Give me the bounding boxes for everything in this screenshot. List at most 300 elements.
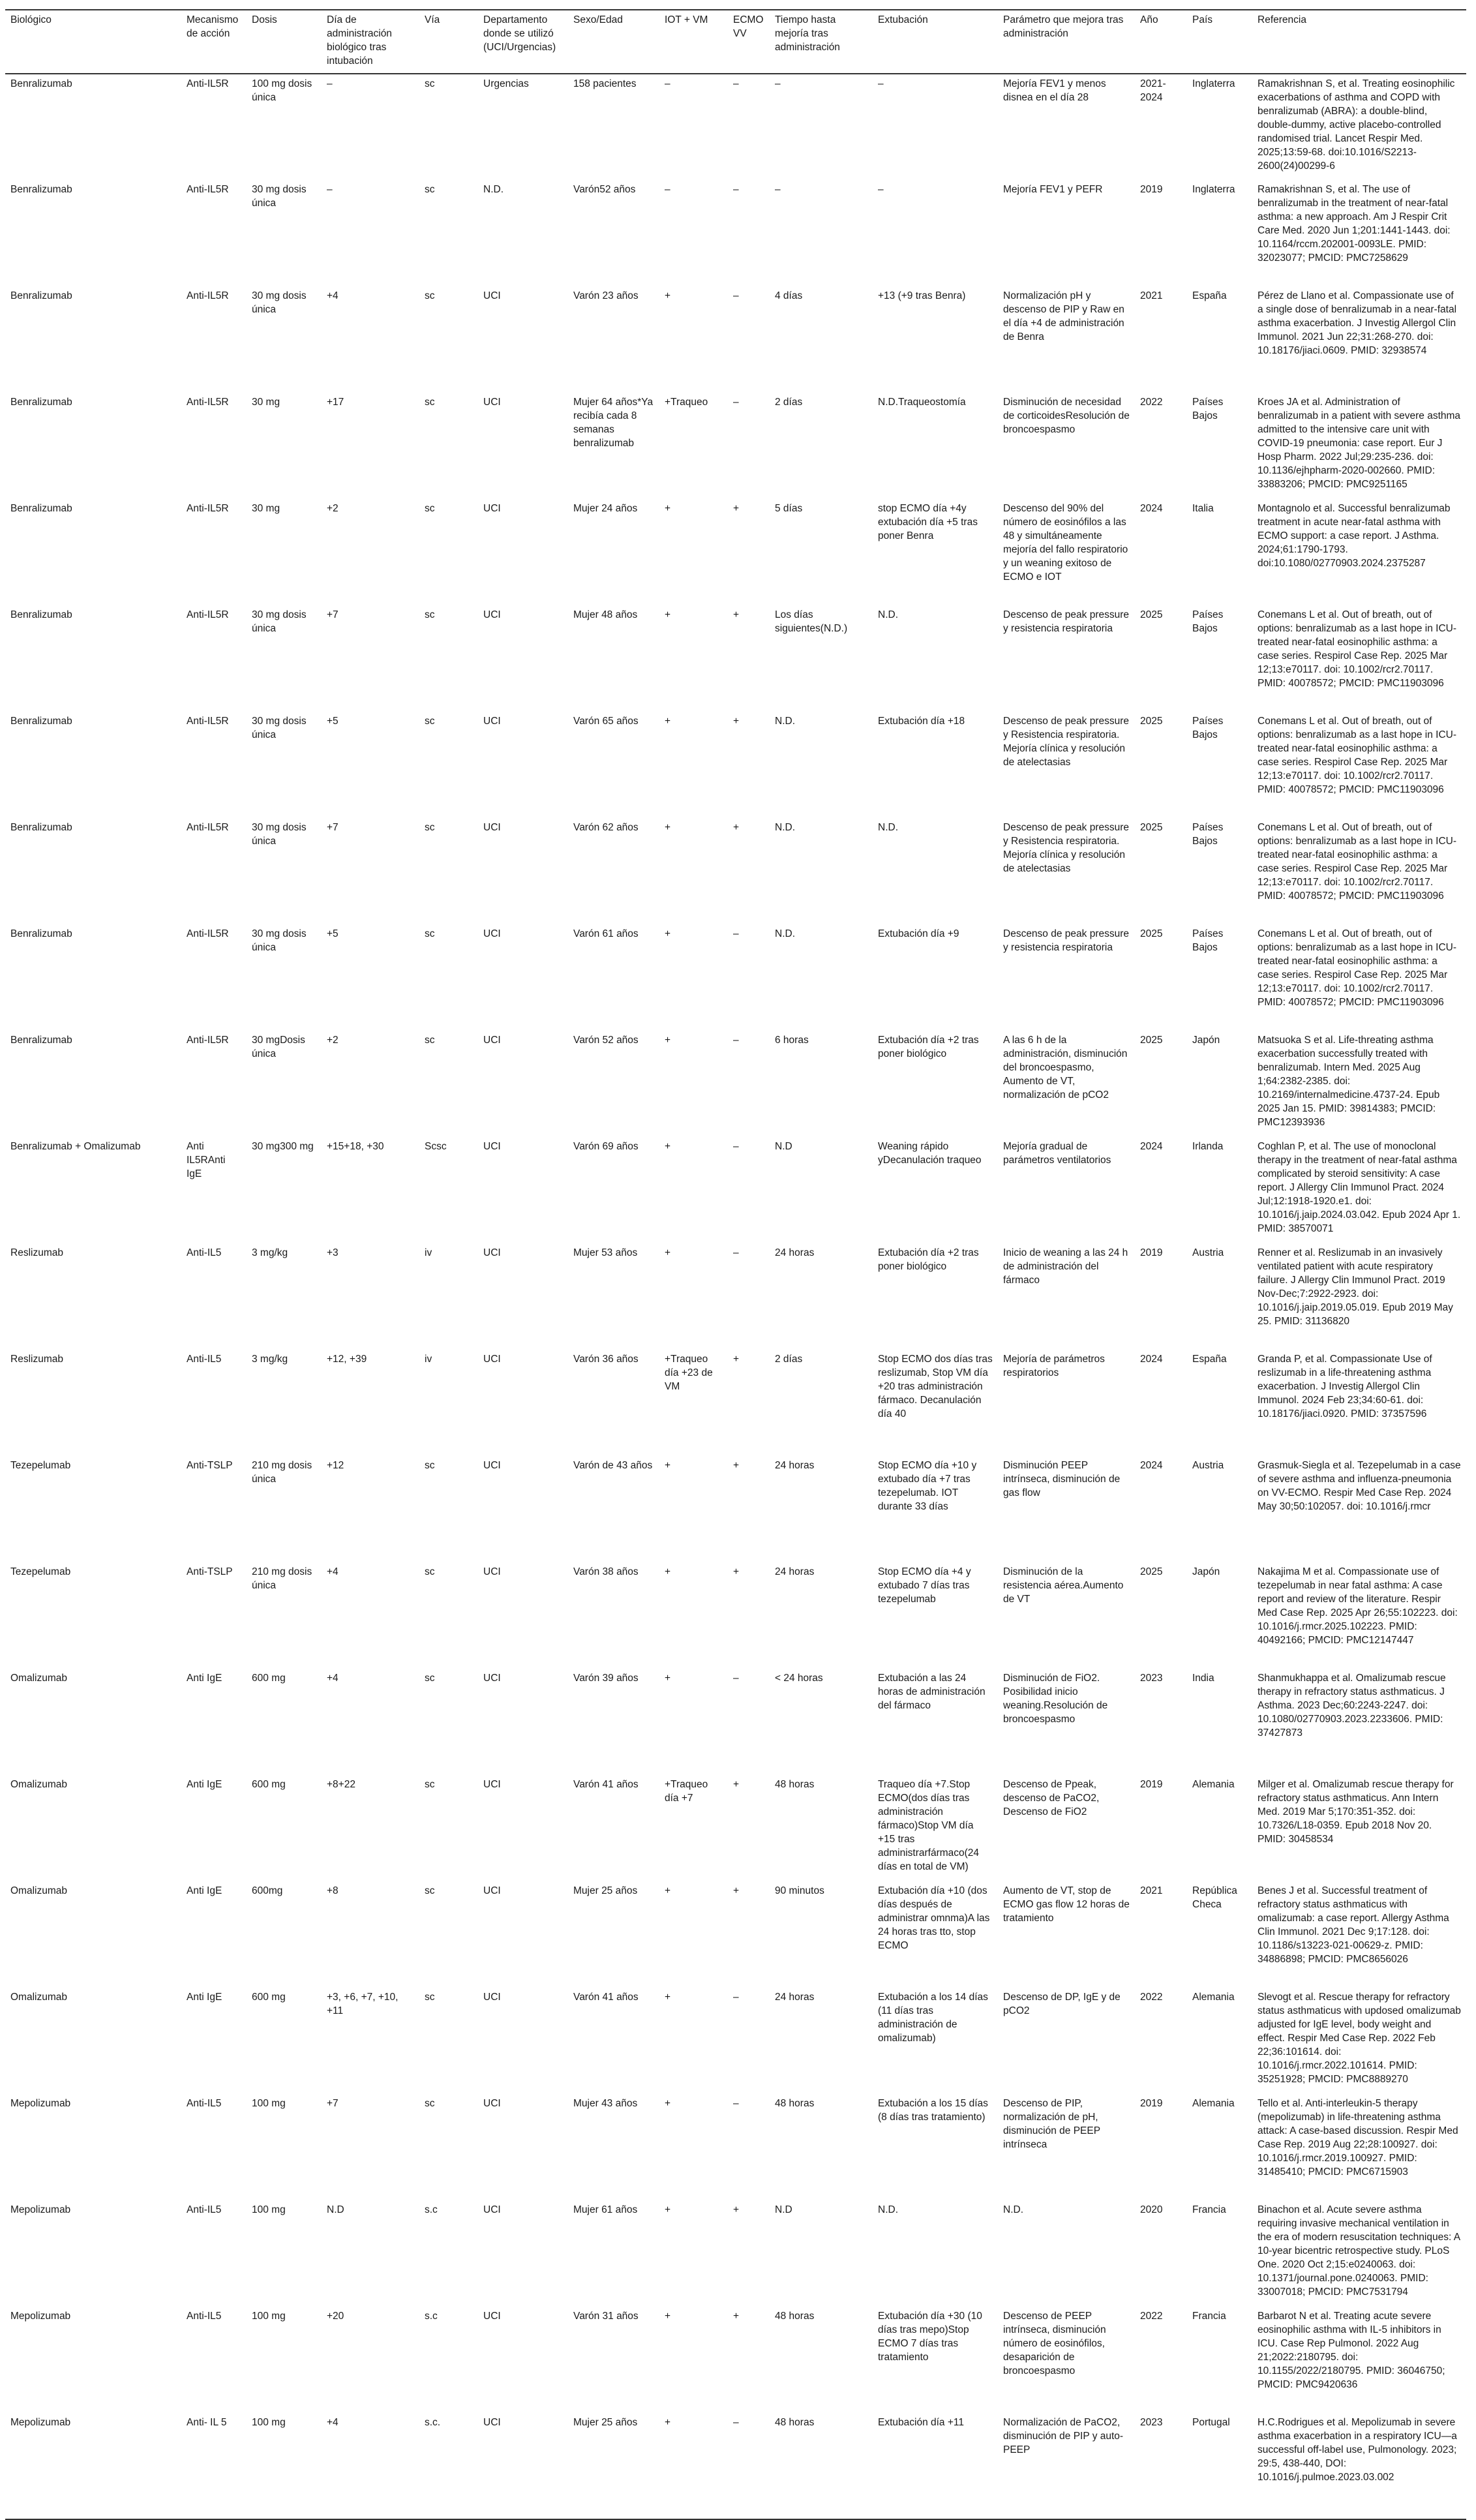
cell-via: sc [425,609,435,620]
cell-parametro: N.D. [1003,2204,1023,2215]
cell-via: s.c [425,2204,438,2215]
cell-dia-administracion: +12 [327,1460,344,1471]
cell-sexo-edad: Varón 69 años [573,1141,639,1152]
cell-biologico: Reslizumab [10,1247,63,1258]
cell-via: sc [425,397,435,408]
cell-iot-vm: + [665,1141,671,1152]
cell-dosis: 30 mg300 mg [252,1141,314,1152]
cell-referencia: Coghlan P, et al. The use of monoclonal therapy in the treatment of near-fatal asthma complicated by steroid sensitivity: A case report. J Allergy Clin Immunol Pract. 2024 Jul;12:1918-1920.e1. doi: 10.1016/j.jaip.2024.03.042. Epub 2024 Apr 1. PMID: 38570071 [1258,1141,1461,1234]
cell-tiempo-mejoria: 24 horas [775,1566,815,1577]
cell-referencia: Granda P, et al. Compassionate Use of reslizumab in a life-threatening asthma exacerbation. J Investig Allergol Clin Immunol. 2024 Feb 23;34:60-61. doi: 10.18176/jiaci.0920. PMID: 37357596 [1258,1354,1432,1419]
cell-referencia: Pérez de Llano et al. Compassionate use of a single dose of benralizumab in a near-fatal asthma exacerbation. J Investig Allergol Clin Immunol. 2021 Jun 22;31:268-270. doi: 10.18176/jiaci.0609. PMID: 32938574 [1258,290,1457,356]
cell-mecanismo: Anti-IL5R [187,184,229,195]
cell-departamento: UCI [478,2413,568,2519]
cell-via: sc [425,822,435,833]
cell-parametro: Descenso de PIP, normalización de pH, disminución de PEEP intrínseca [1003,2098,1100,2150]
cell-extubacion: – [878,184,884,195]
cell-parametro: Disminución de la resistencia aérea.Aumento de VT [1003,1566,1124,1605]
table-row [5,1031,1466,1137]
cell-via: sc [425,2098,435,2109]
cell-extubacion: Extubación día +18 [878,716,965,727]
cell-pais: España [1192,1354,1227,1365]
header-referencia: Referencia [1252,10,1466,74]
table-row [5,712,1466,818]
cell-biologico: Mepolizumab [10,2204,71,2215]
cell-iot-vm: + [665,1992,671,2003]
cell-departamento: UCI [483,1566,501,1577]
header-biologico: Biológico [5,10,181,74]
cell-ano: 2025 [1140,1035,1163,1046]
cell-parametro: Normalización de PaCO2, disminución de PIP y auto-PEEP [998,2413,1135,2519]
cell-tiempo-mejoria: 5 días [775,503,803,514]
cell-tiempo-mejoria: 48 horas [775,1779,815,1790]
header-via: Vía [419,10,478,74]
cell-dosis: 30 mgDosis única [252,1035,305,1059]
cell-iot-vm: + [665,822,671,833]
cell-iot-vm: + [665,1035,671,1046]
cell-dosis: 30 mg dosis única [252,716,307,740]
cell-dia-administracion: +4 [322,2413,419,2519]
cell-dosis: 600mg [252,1885,283,1896]
cell-referencia: Binachon et al. Acute severe asthma requiring invasive mechanical ventilation in the era of modern resuscitation techniques: A 10-year bicentric retrospective study. PLoS One. 2020 Oct 2;15:e0240063. doi: 10.1371/journal.pone.0240063. PMID: 33007018; PMCID: PMC7531794 [1258,2204,1460,2298]
cell-via: sc [425,928,435,939]
table-row [5,605,1466,712]
cell-biologico: Benralizumab + Omalizumab [10,1141,141,1152]
cell-ano: 2025 [1140,822,1163,833]
cell-tiempo-mejoria: 2 días [775,397,803,408]
cell-extubacion: Extubación a las 24 horas de administración del fármaco [878,1673,986,1711]
cell-mecanismo: Anti-IL5R [187,397,229,408]
cell-dia-administracion: +5 [327,928,339,939]
cell-ano: 2019 [1140,1779,1163,1790]
cell-ano: 2020 [1140,2204,1163,2215]
cell-iot-vm: + [665,1247,671,1258]
cell-tiempo-mejoria: – [775,184,781,195]
cell-dia-administracion: +12, +39 [327,1354,367,1365]
cell-dia-administracion: N.D [327,2204,344,2215]
cell-dia-administracion: +2 [327,503,339,514]
cell-iot-vm: + [665,503,671,514]
cell-parametro: Aumento de VT, stop de ECMO gas flow 12 horas de tratamiento [1003,1885,1130,1924]
cell-biologico: Omalizumab [10,1992,67,2003]
cell-ano: 2024 [1140,1460,1163,1471]
cell-iot-vm: + [665,2204,671,2215]
cell-mecanismo: Anti-TSLP [187,1566,233,1577]
cell-ano: 2019 [1140,2098,1163,2109]
cell-ecmo-vv: + [733,503,740,514]
cell-ecmo-vv: + [733,609,740,620]
cell-tiempo-mejoria: N.D. [775,928,795,939]
table-row [5,74,1466,180]
cell-via: sc [425,1566,435,1577]
cell-ecmo-vv: + [733,1460,740,1471]
cell-extubacion: stop ECMO día +4y extubación día +5 tras poner Benra [878,503,978,541]
header-parametro: Parámetro que mejora tras administración [998,10,1135,74]
cell-extubacion: Extubación a los 15 días (8 días tras tratamiento) [878,2098,988,2123]
cell-ano: 2021 [1140,1885,1163,1896]
cell-referencia: Conemans L et al. Out of breath, out of options: benralizumab as a last hope in ICU-treated near-fatal eosinophilic asthma: a case series. Respirol Case Rep. 2025 Mar 12;13:e70117. doi: 10.1002/rcr2.70117. PMID: 40078572; PMCID: PMC11903096 [1258,822,1456,902]
cell-biologico: Mepolizumab [10,2311,71,2322]
cell-parametro: Descenso de peak pressure y resistencia respiratoria [1003,928,1130,953]
cell-pais: Países Bajos [1192,609,1224,634]
cell-dia-administracion: – [327,78,333,89]
cell-ano: 2024 [1140,503,1163,514]
cell-ecmo-vv: – [733,928,739,939]
cell-biologico: Tezepelumab [10,1460,71,1471]
cell-extubacion: Extubación día +11 [873,2413,998,2519]
cell-iot-vm: + [665,928,671,939]
cell-iot-vm: + [665,1885,671,1896]
cell-iot-vm: + [659,2413,728,2519]
cell-pais: Irlanda [1192,1141,1224,1152]
cell-ecmo-vv: + [733,2311,740,2322]
header-tiempo-mejoria: Tiempo hasta mejoría tras administración [770,10,873,74]
cell-pais: Francia [1192,2311,1226,2322]
cell-via: Scsc [425,1141,447,1152]
cell-extubacion: N.D. [878,822,898,833]
cell-extubacion: Extubación día +10 (dos días después de administrar omnma)A las 24 horas tras tto, stop ECMO [878,1885,990,1951]
cell-ano: 2023 [1140,1673,1163,1684]
cell-sexo-edad: Mujer 25 años [573,1885,638,1896]
cell-tiempo-mejoria: 4 días [775,290,803,301]
cell-ecmo-vv: + [733,822,740,833]
cell-ecmo-vv: – [733,1673,739,1684]
cell-iot-vm: + [665,716,671,727]
cell-parametro: Descenso de peak pressure y Resistencia respiratoria. Mejoría clínica y resolución de atelectasias [1003,716,1130,768]
cell-referencia: Renner et al. Reslizumab in an invasively ventilated patient with acute respiratory failure. J Allergy Clin Immunol Pract. 2019 Nov-Dec;7:2922-2923. doi: 10.1016/j.jaip.2019.05.019. Epub 2019 May 25. PMID: 31136820 [1258,1247,1453,1327]
table-header-row [5,10,1466,74]
cell-parametro: Mejoría FEV1 y menos disnea en el día 28 [1003,78,1106,103]
table-row [5,1456,1466,1562]
cell-tiempo-mejoria: 90 minutos [775,1885,824,1896]
cell-extubacion: Extubación día +2 tras poner biológico [878,1247,979,1272]
cell-iot-vm: – [665,78,670,89]
cell-dosis: 100 mg [247,2413,322,2519]
cell-parametro: Descenso de PEEP intrínseca, disminución número de eosinófilos, desaparición de broncoespasmo [1003,2311,1106,2376]
cell-extubacion: Extubación día +2 tras poner biológico [878,1035,979,1059]
header-mecanismo: Mecanismo de acción [181,10,247,74]
cell-via: sc [425,1779,435,1790]
cell-departamento: UCI [483,609,501,620]
cell-mecanismo: Anti- IL 5 [181,2413,247,2519]
cell-referencia: Ramakrishnan S, et al. Treating eosinophilic exacerbations of asthma and COPD with benralizumab (ABRA): a double-blind, double-dummy, active placebo-controlled randomised trial. Lancet Respir Med. 2025;13:59-68. doi:10.1016/S2213-2600(24)00299-6 [1258,78,1455,172]
cell-dia-administracion: +4 [327,290,339,301]
cell-iot-vm: – [665,184,670,195]
cell-sexo-edad: Varón 23 años [573,290,639,301]
cell-ano: 2024 [1140,1141,1163,1152]
table-row [5,286,1466,393]
cell-departamento: UCI [483,1035,501,1046]
cell-parametro: Descenso de DP, IgE y de pCO2 [1003,1992,1121,2016]
cell-via: iv [425,1247,432,1258]
cell-mecanismo: Anti-IL5R [187,928,229,939]
cell-iot-vm: + [665,2311,671,2322]
table-row [5,1669,1466,1775]
cell-extubacion: Extubación día +30 (10 días tras mepo)Stop ECMO 7 días tras tratamiento [878,2311,982,2363]
cell-departamento: UCI [483,2204,501,2215]
cell-dia-administracion: +8 [327,1885,339,1896]
cell-dosis: 30 mg [252,503,280,514]
cell-sexo-edad: Varón 41 años [573,1992,639,2003]
cell-dia-administracion: +4 [327,1673,339,1684]
cell-ecmo-vv: – [733,184,739,195]
cell-referencia: Barbarot N et al. Treating acute severe eosinophilic asthma with IL-5 inhibitors in ICU. Case Rep Pulmonol. 2022 Aug 21;2022:2180795. doi: 10.1155/2022/2180795. PMID: 36046750; PMCID: PMC9420636 [1258,2311,1445,2390]
cell-mecanismo: Anti-IL5R [187,1035,229,1046]
cell-ano: 2022 [1140,397,1163,408]
cell-ano: 2025 [1140,609,1163,620]
header-ano: Año [1135,10,1187,74]
cell-ecmo-vv: – [733,1141,739,1152]
cell-via: s.c [425,2311,438,2322]
cell-parametro: Disminución de FiO2. Posibilidad inicio weaning.Resolución de broncoespasmo [1003,1673,1108,1725]
cell-extubacion: +13 (+9 tras Benra) [878,290,966,301]
cell-mecanismo: Anti-IL5R [187,609,229,620]
cell-tiempo-mejoria: 24 horas [775,1992,815,2003]
cell-via: sc [425,78,435,89]
cell-via: sc [425,1885,435,1896]
cell-ecmo-vv: – [728,2413,770,2519]
cell-mecanismo: Anti-IL5R [187,78,229,89]
table-row [5,2200,1466,2307]
cell-departamento: UCI [483,1885,501,1896]
cell-iot-vm: + [665,609,671,620]
cell-via: sc [425,1673,435,1684]
cell-dosis: 600 mg [252,1779,286,1790]
cell-mecanismo: Anti-IL5R [187,290,229,301]
cell-ano: 2025 [1140,1566,1163,1577]
cell-ecmo-vv: + [733,1885,740,1896]
cell-mecanismo: Anti IL5RAnti IgE [187,1141,226,1179]
cell-extubacion: Stop ECMO día +10 y extubado día +7 tras tezepelumab. IOT durante 33 días [878,1460,977,1512]
cell-via: sc [425,716,435,727]
cell-departamento: UCI [483,1673,501,1684]
cell-parametro: Inicio de weaning a las 24 h de administración del fármaco [1003,1247,1128,1286]
cell-biologico: Omalizumab [10,1885,67,1896]
cell-biologico: Benralizumab [10,1035,72,1046]
cell-departamento: UCI [483,2311,501,2322]
cell-iot-vm: + [665,2098,671,2109]
cell-ano: 2019 [1140,184,1163,195]
cell-tiempo-mejoria: < 24 horas [775,1673,823,1684]
cell-mecanismo: Anti-IL5 [187,2098,222,2109]
header-dia-administracion: Día de administración biológico tras intubación [322,10,419,74]
cell-biologico: Mepolizumab [10,2098,71,2109]
cell-biologico: Tezepelumab [10,1566,71,1577]
cell-extubacion: Traqueo día +7.Stop ECMO(dos días tras administración fármaco)Stop VM día +15 tras administrarfármaco(24 días en total de VM) [878,1779,980,1872]
cell-dosis: 600 mg [252,1992,286,2003]
cell-biologico: Benralizumab [10,822,72,833]
cell-pais: Japón [1192,1035,1220,1046]
cell-referencia: Matsuoka S et al. Life-threating asthma exacerbation successfully treated with benralizumab. Intern Med. 2025 Aug 1;64:2382-2385. doi: 10.2169/internalmedicine.4737-24. Epub 2025 Jan 15. PMID: 39814383; PMCID: PMC12393936 [1258,1035,1440,1128]
cell-iot-vm: + [665,1566,671,1577]
cell-referencia: Conemans L et al. Out of breath, out of options: benralizumab as a last hope in ICU-treated near-fatal eosinophilic asthma: a case series. Respirol Case Rep. 2025 Mar 12;13:e70117. doi: 10.1002/rcr2.70117. PMID: 40078572; PMCID: PMC11903096 [1258,928,1456,1008]
cell-pais: Países Bajos [1192,397,1224,421]
cell-biologico: Benralizumab [10,184,72,195]
cell-referencia: Ramakrishnan S, et al. The use of benralizumab in the treatment of near-fatal asthma: a new approach. Am J Respir Crit Care Med. 2020 Jun 1;201:1441-1443. doi: 10.1164/rccm.202001-0093LE. PMID: 32023077; PMCID: PMC7258629 [1258,184,1451,264]
cell-extubacion: Weaning rápido yDecanulación traqueo [878,1141,982,1166]
cell-biologico: Benralizumab [10,609,72,620]
table-row [5,818,1466,924]
cell-departamento: UCI [483,1354,501,1365]
table-row [5,1988,1466,2094]
cell-ecmo-vv: + [733,2204,740,2215]
cell-departamento: UCI [483,1992,501,2003]
cell-dia-administracion: +3, +6, +7, +10, +11 [327,1992,399,2016]
cell-biologico: Omalizumab [10,1779,67,1790]
cell-dosis: 100 mg [252,2098,286,2109]
cell-referencia: Nakajima M et al. Compassionate use of tezepelumab in near fatal asthma: A case report and review of the literature. Respir Med Case Rep. 2025 Apr 26;55:102223. doi: 10.1016/j.rmcr.2025.102223. PMID: 40492166; PMCID: PMC12147447 [1258,1566,1458,1646]
cell-departamento: UCI [483,290,501,301]
cell-dosis: 30 mg dosis única [252,184,307,209]
table-row [5,1775,1466,1881]
cell-sexo-edad: Varón 65 años [573,716,639,727]
cell-dia-administracion: +7 [327,822,339,833]
header-sexo-edad: Sexo/Edad [568,10,659,74]
cell-dosis: 210 mg dosis única [252,1460,312,1485]
cell-dia-administracion: +7 [327,609,339,620]
cell-pais: Austria [1192,1460,1224,1471]
cell-biologico: Benralizumab [10,716,72,727]
cell-dosis: 3 mg/kg [252,1354,288,1365]
cell-tiempo-mejoria: 48 horas [770,2413,873,2519]
cell-sexo-edad: Mujer 64 años*Ya recibía cada 8 semanas benralizumab [573,397,654,449]
header-iot-vm: IOT + VM [659,10,728,74]
cell-via: sc [425,1992,435,2003]
cell-pais: Alemania [1192,2098,1235,2109]
cell-dia-administracion: +8+22 [327,1779,355,1790]
table-row [5,1562,1466,1669]
table-row [5,924,1466,1031]
cell-dosis: 30 mg dosis única [252,822,307,847]
cell-referencia: Slevogt et al. Rescue therapy for refractory status asthmaticus with updosed omalizumab adjusted for IgE level, body weight and effect. Respir Med Case Rep. 2022 Feb 22;36:101614. doi: 10.1016/j.rmcr.2022.101614. PMID: 35251928; PMCID: PMC8889270 [1258,1992,1461,2085]
cell-iot-vm: +Traqueo día +23 de VM [665,1354,713,1392]
cell-dia-administracion: +15+18, +30 [327,1141,384,1152]
cell-pais: Alemania [1192,1779,1235,1790]
cell-ano: 2025 [1140,716,1163,727]
cell-pais: Italia [1192,503,1214,514]
cell-sexo-edad: 158 pacientes [573,78,637,89]
cell-via: sc [425,503,435,514]
cell-pais: Alemania [1192,1992,1235,2003]
cell-biologico: Benralizumab [10,290,72,301]
cell-ecmo-vv: – [733,397,739,408]
cell-dosis: 30 mg [252,397,280,408]
cell-ecmo-vv: + [733,1779,740,1790]
cell-pais: India [1192,1673,1214,1684]
cell-dia-administracion: +17 [327,397,344,408]
cell-via: sc [425,1035,435,1046]
cell-sexo-edad: Varón 62 años [573,822,639,833]
cell-biologico: Omalizumab [10,1673,67,1684]
cell-pais: Inglaterra [1192,184,1235,195]
cell-mecanismo: Anti-IL5R [187,503,229,514]
cell-extubacion: Stop ECMO dos días tras reslizumab, Stop VM día +20 tras administración fármaco. Decanulación día 40 [878,1354,993,1419]
cell-departamento: UCI [483,1247,501,1258]
cell-pais: Países Bajos [1192,928,1224,953]
cell-extubacion: Stop ECMO día +4 y extubado 7 días tras tezepelumab [878,1566,971,1605]
table-row [5,499,1466,605]
table-row [5,1881,1466,1988]
cell-extubacion: N.D. [878,2204,898,2215]
cell-dia-administracion: +5 [327,716,339,727]
cell-extubacion: N.D.Traqueostomía [878,397,966,408]
cell-parametro: Descenso de peak pressure y Resistencia respiratoria. Mejoría clínica y resolución de atelectasias [1003,822,1130,874]
cell-tiempo-mejoria: 24 horas [775,1460,815,1471]
cell-iot-vm: + [665,1460,671,1471]
cell-ano: 2025 [1140,928,1163,939]
cell-tiempo-mejoria: 48 horas [775,2098,815,2109]
cell-dosis: 210 mg dosis única [252,1566,312,1591]
cell-departamento: N.D. [483,184,504,195]
cell-tiempo-mejoria: Los días siguientes(N.D.) [775,609,848,634]
cell-parametro: A las 6 h de la administración, disminución del broncoespasmo, Aumento de VT, normalización de pCO2 [1003,1035,1128,1101]
cell-tiempo-mejoria: 48 horas [775,2311,815,2322]
cell-via: s.c. [419,2413,478,2519]
cell-pais: España [1192,290,1227,301]
cell-referencia: Benes J et al. Successful treatment of refractory status asthmaticus with omalizumab: a case report. Allergy Asthma Clin Immunol. 2021 Dec 9;17:128. doi: 10.1186/s13223-021-00629-z. PMID: 34886898; PMCID: PMC8656026 [1258,1885,1449,1965]
cell-ano: 2022 [1140,2311,1163,2322]
cell-mecanismo: Anti-IL5 [187,2204,222,2215]
cell-sexo-edad: Varón 36 años [573,1354,639,1365]
cell-ecmo-vv: + [733,1566,740,1577]
cell-departamento: UCI [483,928,501,939]
cell-referencia: Shanmukhappa et al. Omalizumab rescue therapy in refractory status asthmaticus. J Asthma. 2023 Dec;60:2243-2247. doi: 10.1080/02770903.2023.2233606. PMID: 37427873 [1258,1673,1446,1738]
cell-biologico: Reslizumab [10,1354,63,1365]
table-row [5,2094,1466,2200]
cell-parametro: Descenso de Ppeak, descenso de PaCO2, Descenso de FiO2 [1003,1779,1100,1817]
cell-parametro: Descenso del 90% del número de eosinófilos a las 48 y simultáneamente mejoría del fallo respiratorio y un weaning exitoso de ECMO e IOT [1003,503,1128,583]
cell-tiempo-mejoria: N.D [775,1141,792,1152]
cell-tiempo-mejoria: N.D [775,2204,792,2215]
biologics-table [5,9,1466,2520]
cell-departamento: UCI [483,1779,501,1790]
cell-extubacion: Extubación día +9 [878,928,959,939]
cell-iot-vm: + [665,290,671,301]
cell-mecanismo: Anti-IL5R [187,716,229,727]
cell-sexo-edad: Varón 31 años [573,2311,639,2322]
header-extubacion: Extubación [873,10,998,74]
cell-ano: 2024 [1140,1354,1163,1365]
cell-dia-administracion: +3 [327,1247,339,1258]
header-pais: País [1187,10,1252,74]
cell-pais: Inglaterra [1192,78,1235,89]
cell-ecmo-vv: – [733,1035,739,1046]
cell-mecanismo: Anti IgE [187,1779,222,1790]
cell-dia-administracion: +20 [327,2311,344,2322]
cell-biologico: Benralizumab [10,78,72,89]
cell-biologico: Mepolizumab [5,2413,181,2519]
cell-ecmo-vv: – [733,1247,739,1258]
cell-sexo-edad: Varón 39 años [573,1673,639,1684]
cell-via: sc [425,290,435,301]
cell-referencia: H.C.Rodrigues et al. Mepolizumab in severe asthma exacerbation in a respiratory ICU—a successful off-label use, Pulmonology. 2023; 29:5, 438-440, DOI: 10.1016/j.pulmoe.2023.03.002 [1252,2413,1466,2519]
cell-pais: Austria [1192,1247,1224,1258]
cell-iot-vm: +Traqueo [665,397,708,408]
cell-referencia: Conemans L et al. Out of breath, out of options: benralizumab as a last hope in ICU-treated near-fatal eosinophilic asthma: a case series. Respirol Case Rep. 2025 Mar 12;13:e70117. doi: 10.1002/rcr2.70117. PMID: 40078572; PMCID: PMC11903096 [1258,609,1456,689]
cell-dia-administracion: – [327,184,333,195]
cell-pais: Países Bajos [1192,822,1224,847]
cell-ano: 2021-2024 [1140,78,1166,103]
cell-extubacion: N.D. [878,609,898,620]
cell-sexo-edad: Varón 38 años [573,1566,639,1577]
cell-parametro: Disminución de necesidad de corticoidesResolución de broncoespasmo [1003,397,1130,435]
cell-tiempo-mejoria: 2 días [775,1354,803,1365]
cell-mecanismo: Anti-IL5 [187,1247,222,1258]
cell-dosis: 30 mg dosis única [252,609,307,634]
cell-pais: República Checa [1192,1885,1237,1910]
cell-tiempo-mejoria: N.D. [775,822,795,833]
cell-parametro: Normalización pH y descenso de PIP y Raw en el día +4 de administración de Benra [1003,290,1124,342]
